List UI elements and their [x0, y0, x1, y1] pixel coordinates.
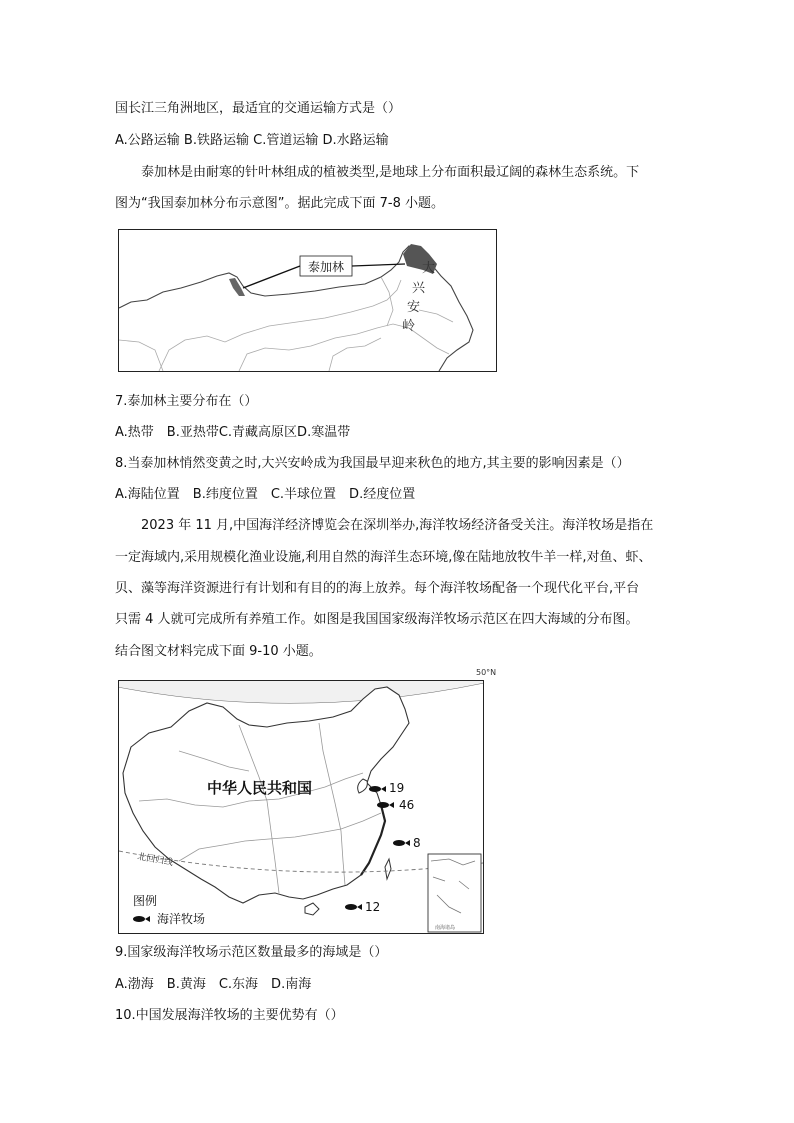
inset-caption: 南海诸岛 — [435, 925, 456, 931]
tropic-label: 北回归线 — [136, 852, 174, 869]
fish-marker — [345, 904, 362, 910]
region-char: 岭 — [402, 319, 416, 334]
region-char: 兴 — [412, 281, 426, 296]
south-china-sea-inset — [428, 854, 481, 932]
region-char: 安 — [407, 300, 421, 315]
question-stem-line: 国长江三角洲地区，最适宜的交通运输方式是（） — [115, 101, 402, 116]
ocean-ranch-map — [118, 680, 484, 934]
question-8-options: A.海陆位置 B.纬度位置 C.半球位置 D.经度位置 — [115, 487, 416, 502]
passage-line: 图为“我国泰加林分布示意图”。据此完成下面 7-8 小题。 — [115, 196, 444, 211]
passage-line: 贝、藻等海洋资源进行有计划和有目的的海上放养。每个海洋牧场配备一个现代化平台,平台 — [115, 581, 640, 596]
taiga-map — [118, 229, 497, 372]
ranch-count: 46 — [399, 798, 415, 812]
question-options-line: A.公路运输 B.铁路运输 C.管道运输 D.水路运输 — [115, 133, 389, 148]
question-8: 8.当泰加林悄然变黄之时,大兴安岭成为我国最早迎来秋色的地方,其主要的影响因素是（） — [115, 456, 630, 471]
passage-line: 只需 4 人就可完成所有养殖工作。如图是我国国家级海洋牧场示范区在四大海域的分布图。 — [115, 612, 639, 627]
ranch-count: 8 — [413, 836, 421, 850]
passage-line: 结合图文材料完成下面 9-10 小题。 — [115, 644, 322, 659]
question-10: 10.中国发展海洋牧场的主要优势有（） — [115, 1008, 344, 1023]
fish-marker — [393, 840, 410, 846]
region-char: 大 — [422, 261, 436, 276]
legend-title: 图例 — [133, 894, 158, 908]
fish-marker — [369, 786, 386, 792]
legend-item: 海洋牧场 — [157, 912, 206, 926]
question-9: 9.国家级海洋牧场示范区数量最多的海域是（） — [115, 945, 388, 960]
legend-fish-icon — [133, 916, 150, 922]
taiga-west-patch — [229, 278, 245, 296]
passage-line: 泰加林是由耐寒的针叶林组成的植被类型,是地球上分布面积最辽阔的森林生态系统。下 — [141, 165, 640, 180]
taiga-map-drawing — [119, 230, 496, 371]
country-name: 中华人民共和国 — [207, 779, 313, 797]
passage-line: 一定海域内,采用规模化渔业设施,利用自然的海洋生态环境,像在陆地放牧牛羊一样,对鱼、虾、 — [115, 550, 652, 565]
question-9-options: A.渤海 B.黄海 C.东海 D.南海 — [115, 977, 312, 992]
taiga-label: 泰加林 — [307, 260, 345, 274]
ocean-ranch-map-drawing — [119, 681, 483, 933]
passage-line: 2023 年 11 月,中国海洋经济博览会在深圳举办,海洋牧场经济备受关注。海洋牧场是指在 — [141, 518, 654, 533]
ranch-count: 12 — [365, 900, 381, 914]
question-7-options: A.热带 B.亚热带C.青藏高原区D.寒温带 — [115, 425, 351, 440]
ranch-count: 19 — [389, 781, 405, 795]
fish-marker — [377, 802, 394, 808]
question-7: 7.泰加林主要分布在（） — [115, 394, 258, 409]
latitude-label: 50°N — [476, 668, 497, 677]
